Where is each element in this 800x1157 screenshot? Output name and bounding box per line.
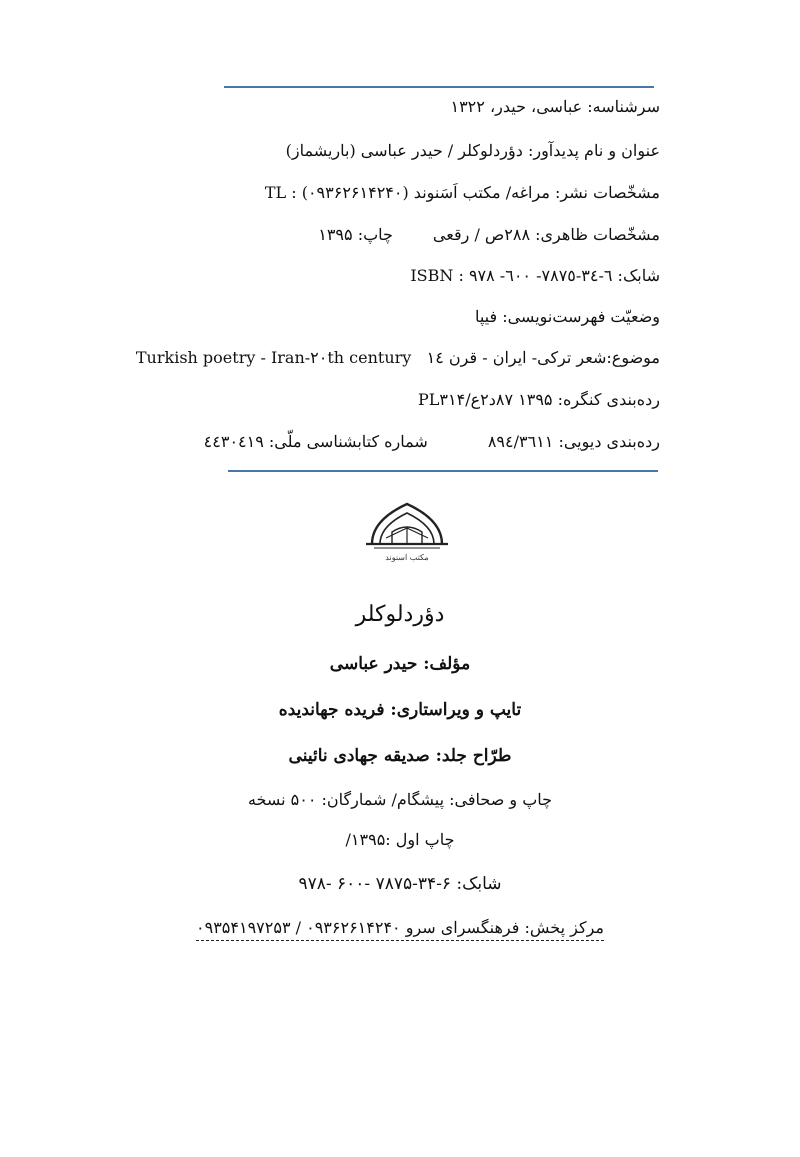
- catalog-publisher-entry: مشخّصات نشر: مراغه/ مکتب اَسَنوند (۰۹۳۶۲۶۱۴۲۴۰) : TL: [264, 183, 660, 202]
- catalog-physical-entry: مشخّصات ظاهری: ۲۸۸ص / رقعی: [432, 225, 660, 244]
- logo-caption: مکتب اسنوند: [385, 553, 429, 562]
- credit-typist: تایپ و ویراستاری: فریده جهاندیده: [278, 700, 522, 720]
- catalog-subject-label: موضوع:: [606, 348, 660, 367]
- middle-divider: [228, 470, 658, 472]
- catalog-author-entry: سرشناسه: عباسی، حیدر، ۱۳۲۲: [450, 97, 660, 116]
- credit-author: مؤلف: حیدر عباسی: [329, 654, 471, 674]
- publisher-logo-icon: [364, 498, 450, 568]
- catalog-title-entry: عنوان و نام پدیدآور: دؤردلوکلر / حیدر عباسی (باریشماز): [285, 141, 660, 160]
- catalog-status-entry: وضعیّت فهرست‌نویسی: فیپا: [474, 307, 660, 326]
- catalog-print-year: چاپ: ۱۳۹۵: [318, 225, 393, 244]
- catalog-lc-class: رده‌بندی کنگره: ۱۳۹۵ ۸۷د۲ع/PL۳۱۴: [418, 390, 660, 409]
- catalog-subject-fa: شعر ترکی- ایران - قرن ١٤: [426, 348, 607, 367]
- catalog-national-bib-no: شماره کتابشناسی ملّی: ٤٤٣٠٤١٩: [203, 432, 428, 451]
- credit-printing: چاپ و صحافی: پیشگام/ شمارگان: ۵۰۰ نسخه: [247, 790, 553, 809]
- catalog-subject-row: [136, 347, 660, 369]
- catalog-subject-en: Turkish poetry - Iran-٢٠th century: [135, 348, 412, 367]
- book-title: دؤردلوکلر: [355, 602, 445, 627]
- top-divider: [224, 86, 654, 88]
- credit-edition: چاپ اول :۱۳۹۵/: [345, 830, 455, 849]
- catalog-class-row: [204, 431, 660, 453]
- credit-cover-designer: طرّاح جلد: صدیقه جهادی نائینی: [288, 746, 512, 766]
- catalog-dewey-class: رده‌بندی دیویی: ۸۹٤/٣٦١١: [487, 432, 660, 451]
- credit-distribution: مرکز پخش: فرهنگسرای سرو ۰۹۳۶۲۶۱۴۲۴۰ / ۰۹۳۵۴۱۹۷۲۵۳: [196, 918, 604, 941]
- catalog-physical-row: [318, 224, 660, 246]
- credit-isbn: شابک: ۶-۳۴-۷۸۷۵ -۶۰۰ -۹۷۸: [298, 874, 502, 894]
- catalog-isbn-entry: شابک: ٦-٣٤-٧٨٧٥- ٦٠٠- ٩٧٨ : ISBN: [410, 266, 660, 285]
